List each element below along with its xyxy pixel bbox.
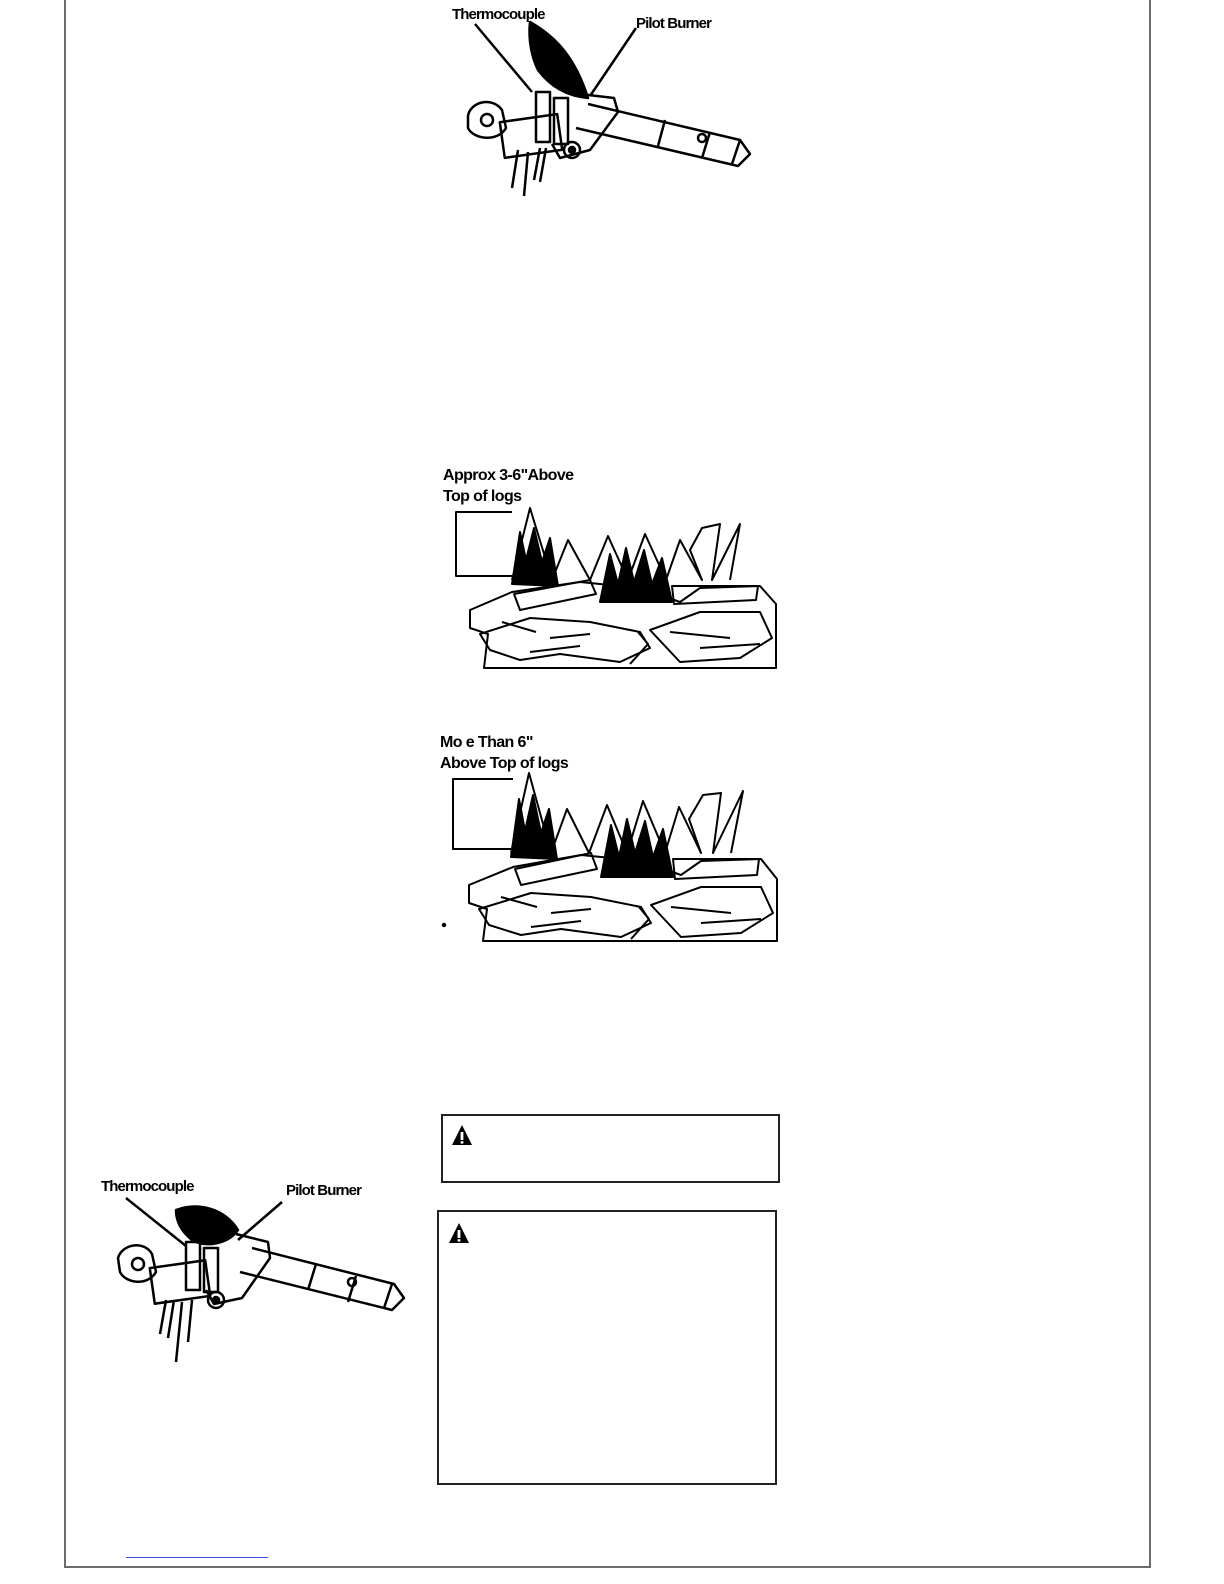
warning-box-1: [441, 1114, 780, 1183]
flame-height-normal-figure: [440, 462, 785, 674]
warning-triangle-icon: [451, 1124, 473, 1151]
warning-box-2: [437, 1210, 777, 1485]
page-border-left: [64, 0, 66, 1568]
pilot-burner-label: Pilot Burner: [286, 1182, 362, 1199]
thermocouple-label: Thermocouple: [101, 1178, 194, 1195]
warning-triangle-icon: [448, 1222, 470, 1249]
page-border-bottom: [64, 1566, 1151, 1568]
footer-rule: [126, 1557, 268, 1558]
flame-height-high-figure: [437, 729, 785, 949]
pilot-assembly-figure-top: [440, 0, 770, 205]
pilot-assembly-drawing: [98, 1172, 418, 1372]
flame-high-caption-line2: Above Top of logs: [440, 755, 569, 772]
pilot-assembly-figure-bottom: [98, 1172, 418, 1372]
page-border-right: [1149, 0, 1151, 1568]
thermocouple-label: Thermocouple: [452, 6, 545, 23]
pilot-assembly-drawing: [440, 0, 770, 205]
flame-high-caption-line1: Mo e Than 6": [440, 734, 533, 751]
pilot-burner-label: Pilot Burner: [636, 15, 712, 32]
flame-normal-caption-line2: Top of logs: [443, 488, 522, 505]
flame-normal-caption-line1: Approx 3-6"Above: [443, 467, 574, 484]
